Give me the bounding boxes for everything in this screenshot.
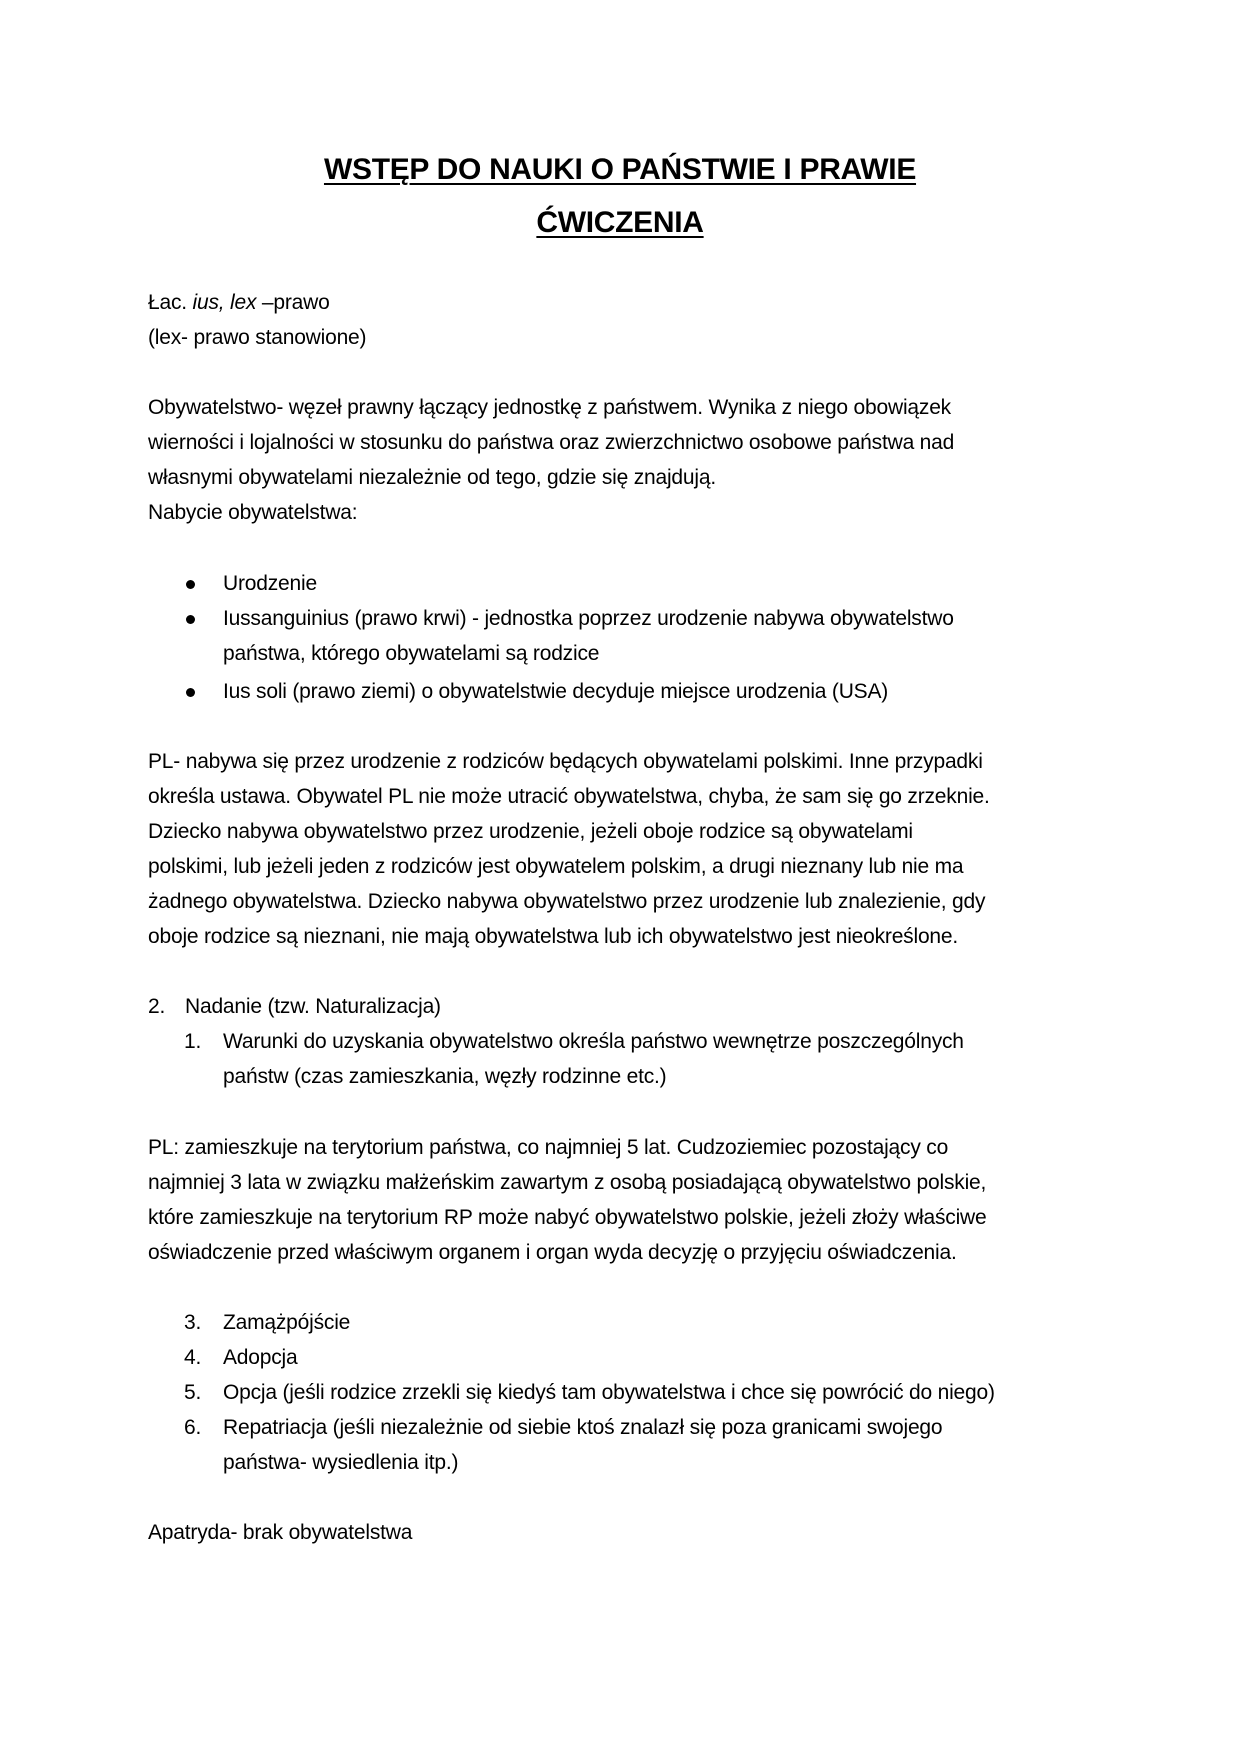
list-number: 6. — [184, 1416, 202, 1439]
paragraph-line: określa ustawa. Obywatel PL nie może utracić obywatelstwa, chyba, że sam się go zrzeknie. — [148, 785, 990, 808]
latin-suffix: –prawo — [256, 291, 330, 314]
paragraph-line: żadnego obywatelstwa. Dziecko nabywa obywatelstwo przez urodzenie lub znalezienie, gdy — [148, 890, 986, 913]
sub-list-item: Warunki do uzyskania obywatelstwo określa państwo wewnętrze poszczególnych — [223, 1030, 964, 1053]
apatryda-definition: Apatryda- brak obywatelstwa — [148, 1521, 413, 1544]
lex-note: (lex- prawo stanowione) — [148, 326, 367, 349]
bullet-icon — [186, 580, 195, 589]
bullet-item: Urodzenie — [223, 572, 317, 595]
paragraph-line: wierności i lojalności w stosunku do państwa oraz zwierzchnictwo osobowe państwa nad — [148, 431, 955, 454]
latin-terms-line — [148, 286, 330, 320]
list-item: Adopcja — [223, 1346, 298, 1369]
list-item: Repatriacja (jeśli niezależnie od siebie ktoś znalazł się poza granicami swojego — [223, 1416, 943, 1439]
list-item: Opcja (jeśli rodzice zrzekli się kiedyś tam obywatelstwa i chce się powrócić do niego) — [223, 1381, 995, 1404]
latin-terms: ius, lex — [192, 291, 257, 314]
bullet-icon — [186, 615, 195, 624]
paragraph-line: Nabycie obywatelstwa: — [148, 501, 358, 524]
paragraph-line: polskimi, lub jeżeli jeden z rodziców jest obywatelem polskim, a drugi nieznany lub nie ma — [148, 855, 964, 878]
list-number: 4. — [184, 1346, 202, 1369]
bullet-item-continuation: państwa, którego obywatelami są rodzice — [223, 642, 600, 665]
paragraph-line: oboje rodzice są nieznani, nie mają obywatelstwa lub ich obywatelstwo jest nieokreślone. — [148, 925, 959, 948]
paragraph-line: PL: zamieszkuje na terytorium państwa, co najmniej 5 lat. Cudzoziemiec pozostający co — [148, 1136, 949, 1159]
paragraph-line: Dziecko nabywa obywatelstwo przez urodzenie, jeżeli oboje rodzice są obywatelami — [148, 820, 913, 843]
paragraph-line: oświadczenie przed właściwym organem i organ wyda decyzję o przyjęciu oświadczenia. — [148, 1241, 957, 1264]
list-number: 5. — [184, 1381, 202, 1404]
list-number: 2. — [148, 995, 166, 1018]
list-item-continuation: państwa- wysiedlenia itp.) — [223, 1451, 459, 1474]
paragraph-line: które zamieszkuje na terytorium RP może nabyć obywatelstwo polskie, jeżeli złoży właściwe — [148, 1206, 987, 1229]
bullet-icon — [186, 688, 195, 697]
document-title: WSTĘP DO NAUKI O PAŃSTWIE I PRAWIE — [323, 153, 917, 186]
paragraph-line: własnymi obywatelami niezależnie od tego, gdzie się znajdują. — [148, 466, 716, 489]
document-subtitle: ĆWICZENIA — [536, 206, 704, 239]
paragraph-line: PL- nabywa się przez urodzenie z rodziców będących obywatelami polskimi. Inne przypadki — [148, 750, 983, 773]
latin-prefix: Łac. — [148, 291, 193, 314]
bullet-item: Iussanguinius (prawo krwi) - jednostka poprzez urodzenie nabywa obywatelstwo — [223, 607, 954, 630]
bullet-item: Ius soli (prawo ziemi) o obywatelstwie decyduje miejsce urodzenia (USA) — [223, 680, 889, 703]
list-number: 3. — [184, 1311, 202, 1334]
list-item: Nadanie (tzw. Naturalizacja) — [185, 995, 441, 1018]
list-number: 1. — [184, 1030, 202, 1053]
list-item: Zamążpójście — [223, 1311, 351, 1334]
paragraph-line: Obywatelstwo- węzeł prawny łączący jednostkę z państwem. Wynika z niego obowiązek — [148, 396, 951, 419]
sub-list-item-continuation: państw (czas zamieszkania, węzły rodzinne etc.) — [223, 1065, 667, 1088]
paragraph-line: najmniej 3 lata w związku małżeńskim zawartym z osobą posiadającą obywatelstwo polskie, — [148, 1171, 987, 1194]
